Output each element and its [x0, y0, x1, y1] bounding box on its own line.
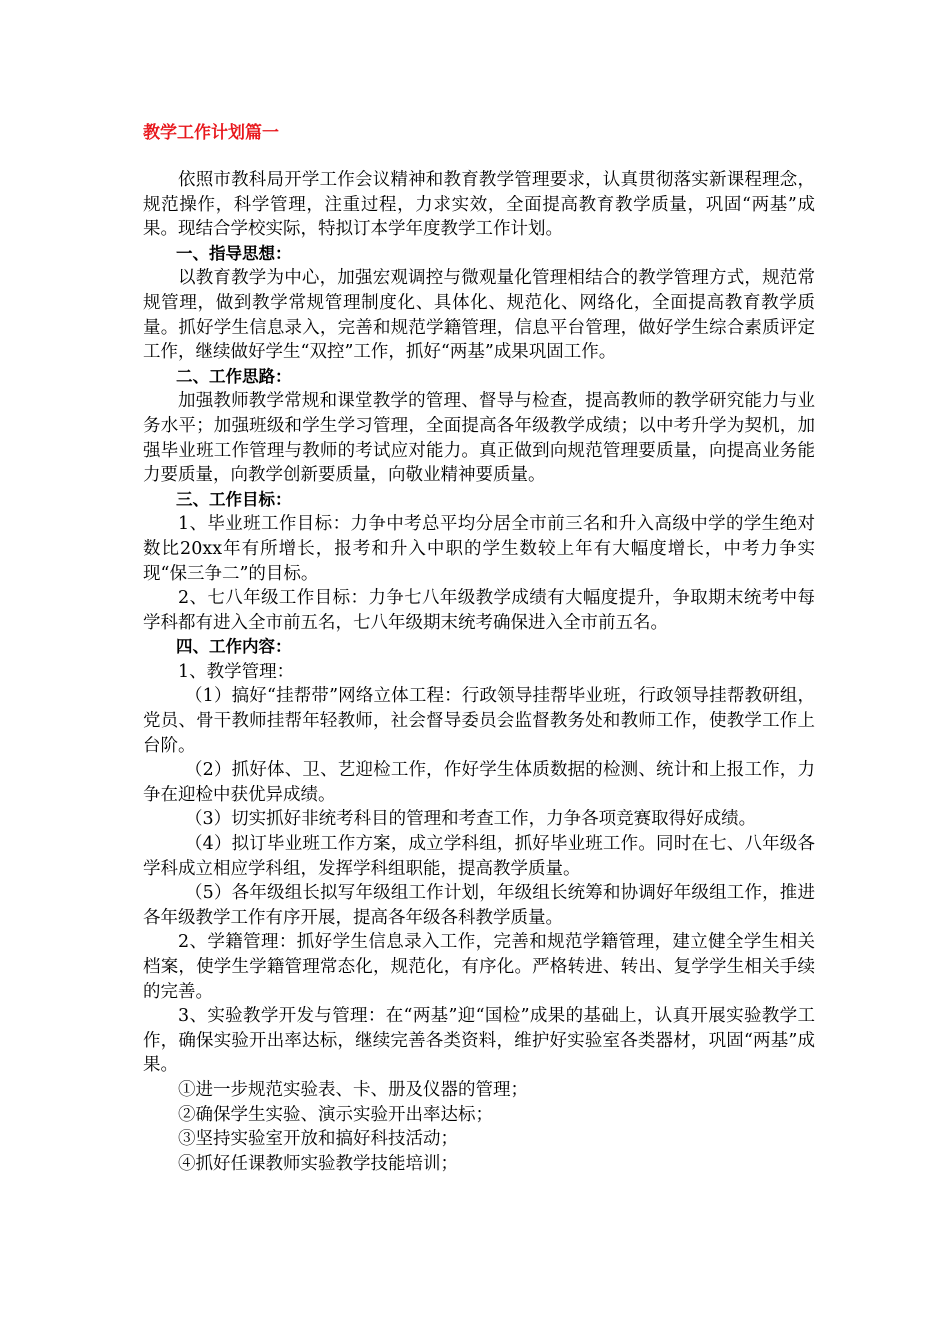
lab-item: ②确保学生实验、演示实验开出率达标； — [178, 1104, 493, 1125]
lab-item: ④抓好任课教师实验教学技能培训； — [178, 1153, 458, 1174]
registry-management-paragraph: 2、学籍管理：抓好学生信息录入工作，完善和规范学籍管理，建立健全学生相关档案，使学生学籍管理常态化，规范化，有序化。严格转进、转出、复学学生相关手续的完善。 — [143, 932, 815, 1002]
teaching-management-heading: 1、教学管理： — [178, 661, 295, 682]
teaching-item: （5）各年级组长拟写年级组工作计划，年级组长统筹和协调好年级组工作，推进各年级教学工作有序开展，提高各年级各科教学质量。 — [143, 883, 815, 928]
section-heading-work-approach: 二、工作思路： — [176, 366, 292, 386]
goal-grade-7-8: 2、七八年级工作目标：力争七八年级教学成绩有大幅度提升，争取期末统考中每学科都有进入全市前五名，七八年级期末统考确保进入全市前五名。 — [143, 588, 815, 633]
lab-item: ①进一步规范实验表、卡、册及仪器的管理； — [178, 1079, 528, 1100]
lab-teaching-paragraph: 3、实验教学开发与管理：在“两基”迎“国检”成果的基础上，认真开展实验教学工作，确保实验开出率达标，继续完善各类资料，维护好实验室各类器材，巩固“两基”成果。 — [143, 1006, 815, 1076]
lab-item: ③坚持实验室开放和搞好科技活动； — [178, 1129, 458, 1150]
section-heading-work-content: 四、工作内容： — [176, 637, 292, 657]
document-title: 教学工作计划篇一 — [143, 123, 279, 143]
teaching-item: （3）切实抓好非统考科目的管理和考查工作，力争各项竞赛取得好成绩。 — [185, 809, 757, 830]
intro-paragraph: 依照市教科局开学工作会议精神和教育教学管理要求，认真贯彻落实新课程理念，规范操作，科学管理，注重过程，力求实效，全面提高教育教学质量，巩固“两基”成果。现结合学校实际，特拟订本学年度教学工作计划。 — [143, 170, 815, 240]
work-approach-paragraph: 加强教师教学常规和课堂教学的管理、督导与检查，提高教师的教学研究能力与业务水平；加强班级和学生学习管理，全面提高各年级教学成绩；以中考升学为契机，加强毕业班工作管理与教师的考试应对能力。真正做到向规范管理要质量，向提高业务能力要质量，向教学创新要质量，向敬业精神要质量。 — [143, 391, 815, 486]
goal-graduating-class: 1、毕业班工作目标：力争中考总平均分居全市前三名和升入高级中学的学生绝对数比20xx年有所增长，报考和升入中职的学生数较上年有大幅度增长，中考力争实现“保三争二”的目标。 — [143, 514, 815, 584]
guiding-ideology-paragraph: 以教育教学为中心，加强宏观调控与微观量化管理相结合的教学管理方式，规范常规管理，做到教学常规管理制度化、具体化、规范化、网络化，全面提高教育教学质量。抓好学生信息录入，完善和规范学籍管理，信息平台管理，做好学生综合素质评定工作，继续做好学生“双控”工作，抓好“两基”成果巩固工作。 — [143, 268, 815, 363]
teaching-item: （1）搞好“挂帮带”网络立体工程：行政领导挂帮毕业班，行政领导挂帮教研组，党员、骨干教师挂帮年轻教师，社会督导委员会监督教务处和教师工作，使教学工作上台阶。 — [143, 686, 815, 756]
section-heading-guiding-ideology: 一、指导思想： — [176, 243, 292, 263]
document-body — [143, 121, 815, 1176]
teaching-item: （2）抓好体、卫、艺迎检工作，作好学生体质数据的检测、统计和上报工作，力争在迎检中获优异成绩。 — [143, 760, 815, 805]
section-heading-work-goals: 三、工作目标： — [176, 489, 292, 509]
teaching-item: （4）拟订毕业班工作方案，成立学科组，抓好毕业班工作。同时在七、八年级各学科成立相应学科组，发挥学科组职能，提高教学质量。 — [143, 834, 815, 879]
